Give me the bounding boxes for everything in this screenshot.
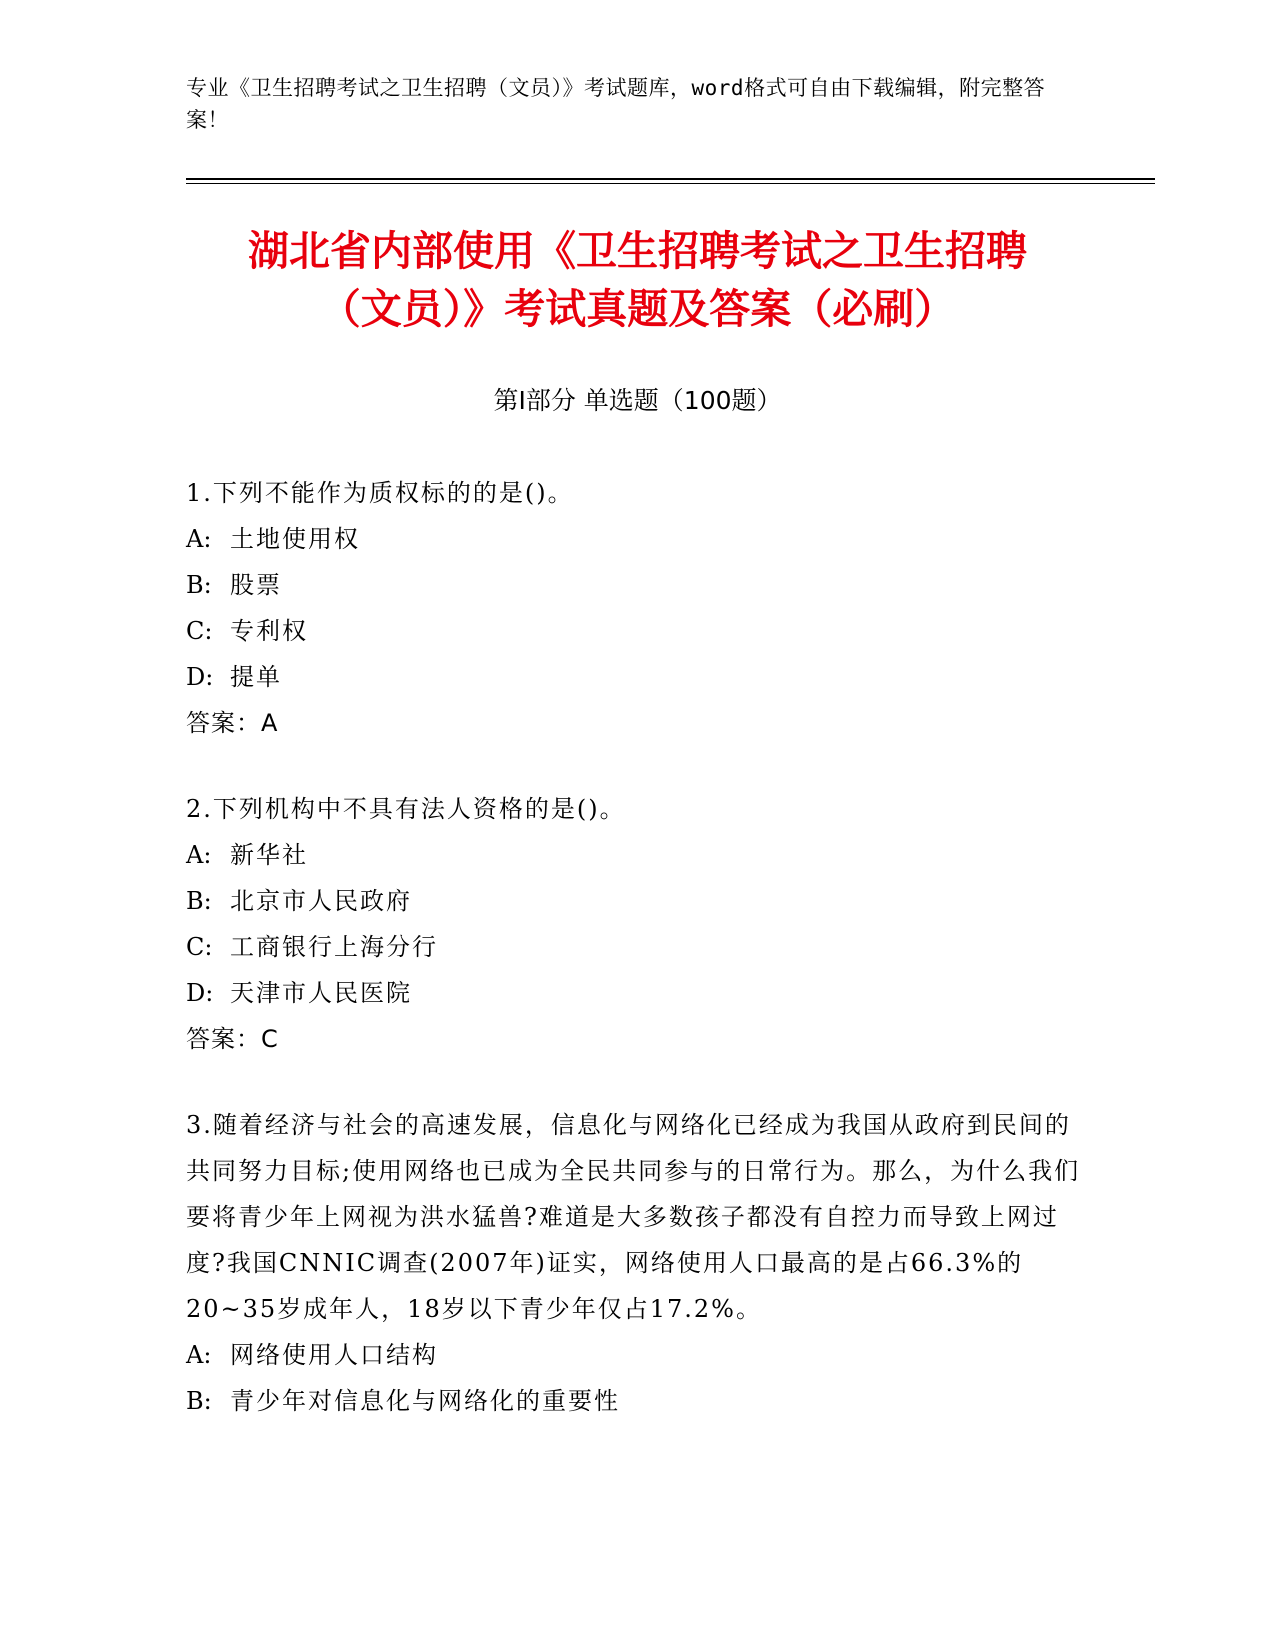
header-rule-thick (186, 178, 1155, 180)
option-d (186, 654, 1086, 700)
question-stem: 1.下列不能作为质权标的的是()。 (186, 479, 574, 507)
option-label: D: (186, 663, 214, 691)
answer: 答案：C (186, 1025, 279, 1053)
option-label: C: (186, 933, 213, 961)
question-2 (186, 786, 1086, 1062)
answer: 答案：A (186, 709, 279, 737)
option-a (186, 1332, 1086, 1378)
option-text: 天津市人民医院 (230, 979, 412, 1007)
option-text: 新华社 (230, 841, 308, 869)
question-stem: 2.下列机构中不具有法人资格的是()。 (186, 795, 626, 823)
option-c (186, 924, 1086, 970)
question-3 (186, 1102, 1086, 1424)
option-label: A: (186, 841, 212, 869)
question-stem: 3.随着经济与社会的高速发展，信息化与网络化已经成为我国从政府到民间的共同努力目标;使用网络也已成为全民共同参与的日常行为。那么，为什么我们要将青少年上网视为洪水猛兽?难道是大多数孩子都没有自控力而导致上网过度?我国CNNIC调查(2007年)证实，网络使用人口最高的是占66.3%的20~35岁成年人，18岁以下青少年仅占17.2%。 (186, 1111, 1081, 1323)
option-label: B: (186, 1387, 212, 1415)
option-a (186, 832, 1086, 878)
option-b (186, 878, 1086, 924)
option-label: A: (186, 525, 212, 553)
header-note: 专业《卫生招聘考试之卫生招聘（文员）》考试题库，word格式可自由下载编辑，附完整答案！ (186, 76, 1046, 132)
option-label: D: (186, 979, 214, 1007)
option-label: C: (186, 617, 213, 645)
option-text: 青少年对信息化与网络化的重要性 (230, 1387, 620, 1415)
option-text: 土地使用权 (230, 525, 360, 553)
document-title (130, 222, 1145, 338)
option-text: 专利权 (230, 617, 308, 645)
option-label: A: (186, 1341, 212, 1369)
section-title: 第Ⅰ部分 单选题（100题） (493, 386, 782, 415)
document-title-line-1: 湖北省内部使用《卫生招聘考试之卫生招聘 (248, 227, 1027, 275)
question-1 (186, 470, 1086, 746)
option-c (186, 608, 1086, 654)
option-text: 北京市人民政府 (230, 887, 412, 915)
option-text: 网络使用人口结构 (230, 1341, 438, 1369)
option-text: 工商银行上海分行 (230, 933, 438, 961)
header-rule-thin (186, 183, 1155, 184)
option-label: B: (186, 571, 212, 599)
option-b (186, 1378, 1086, 1424)
document-title-line-2: （文员）》考试真题及答案（必刷） (319, 285, 956, 333)
option-text: 提单 (230, 663, 282, 691)
option-a (186, 516, 1086, 562)
option-b (186, 562, 1086, 608)
option-d (186, 970, 1086, 1016)
option-label: B: (186, 887, 212, 915)
option-text: 股票 (230, 571, 282, 599)
